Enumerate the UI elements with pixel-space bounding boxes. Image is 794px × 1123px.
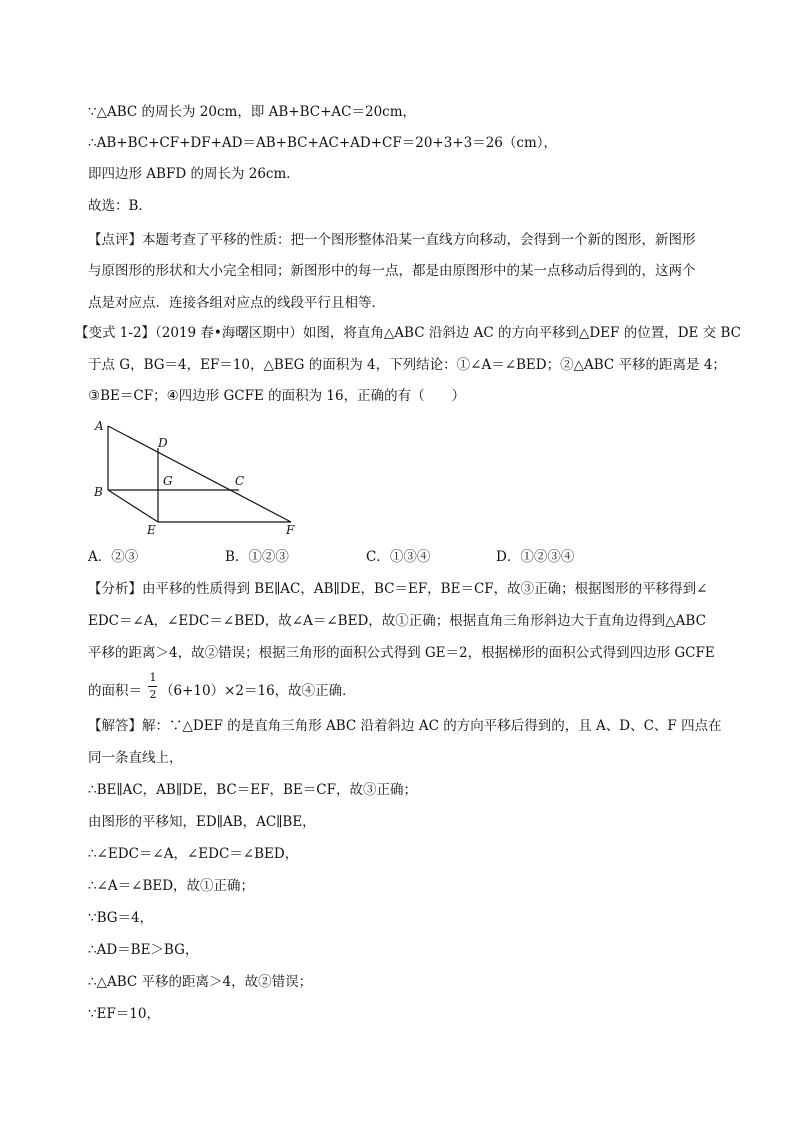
text-line: ∵△ABC 的周长为 20cm，即 AB+BC+AC＝20cm， [88, 104, 417, 120]
analysis-line: 平移的距离＞4，故②错误；根据三角形的面积公式得到 GE＝2，根据梯形的面积公式得到四边形 GCFE [88, 645, 715, 661]
fraction-denominator: 2 [149, 688, 157, 701]
solution-line: 同一条直线上， [88, 750, 183, 766]
solution-line: 由图形的平移知，ED∥AB，AC∥BE， [88, 814, 316, 830]
label-b: B [94, 485, 103, 499]
option-d: D．①②③④ [496, 549, 575, 565]
question-line: 于点 G，BG＝4，EF＝10，△BEG 的面积为 4，下列结论：①∠A＝∠BED；②△ABC 平移的距离是 4； [88, 357, 726, 373]
question-line: 【变式 1-2】（2019 春•海曙区期中）如图，将直角△ABC 沿斜边 AC 的方向平移到△DEF 的位置，DE 交 BC [75, 325, 741, 341]
comment-line: 与原图形的形状和大小完全相同；新图形中的每一点，都是由原图形中的某一点移动后得到的，这两个 [88, 263, 696, 279]
label-d: D [158, 436, 168, 450]
solution-line: ∴△ABC 平移的距离＞4，故②错误； [88, 974, 313, 990]
text-line: 即四边形 ABFD 的周长为 26cm． [88, 166, 300, 182]
area-prefix: 的面积＝ [88, 683, 142, 699]
fraction-numerator: 1 [149, 671, 157, 684]
translation-figure [88, 414, 318, 536]
fraction-bar [148, 686, 157, 687]
option-b: B．①②③ [225, 549, 289, 565]
solution-line: ∴∠A＝∠BED，故①正确； [88, 878, 255, 894]
label-f: F [286, 523, 295, 536]
solution-line: 【解答】解：∵△DEF 的是直角三角形 ABC 沿着斜边 AC 的方向平移后得到的，且 A、D、C、F 四点在 [88, 718, 722, 734]
option-c: C．①③④ [366, 549, 431, 565]
comment-line: 点是对应点．连接各组对应点的线段平行且相等． [88, 295, 385, 311]
segment-be [108, 490, 158, 522]
solution-line: ∴AD＝BE＞BG， [88, 942, 199, 958]
option-a: A．②③ [88, 549, 139, 565]
analysis-line: 【分析】由平移的性质得到 BE∥AC，AB∥DE，BC＝EF，BE＝CF，故③正确；根据图形的平移得到∠ [88, 581, 708, 597]
area-suffix: （6+10）×2＝16，故④正确． [160, 683, 356, 699]
analysis-line: EDC＝∠A，∠EDC＝∠BED，故∠A＝∠BED，故①正确；根据直角三角形斜边大于直角边得到△ABC [88, 613, 706, 629]
label-e: E [147, 523, 156, 536]
solution-line: ∵EF＝10， [88, 1006, 160, 1022]
solution-line: ∵BG＝4， [88, 910, 154, 926]
label-a: A [95, 419, 104, 433]
solution-line: ∴∠EDC＝∠A，∠EDC＝∠BED， [88, 846, 299, 862]
text-line: 故选：B． [88, 198, 152, 214]
text-line: ∴AB+BC+CF+DF+AD＝AB+BC+AC+AD+CF＝20+3+3＝26（cm）， [88, 135, 557, 151]
question-line: ③BE＝CF；④四边形 GCFE 的面积为 16，正确的有（ ） [88, 388, 466, 404]
solution-line: ∴BE∥AC，AB∥DE，BC＝EF，BE＝CF，故③正确； [88, 782, 417, 798]
label-c: C [235, 474, 245, 488]
comment-line: 【点评】本题考查了平移的性质：把一个图形整体沿某一直线方向移动，会得到一个新的图形，新图形 [88, 232, 696, 248]
label-g: G [163, 474, 173, 488]
